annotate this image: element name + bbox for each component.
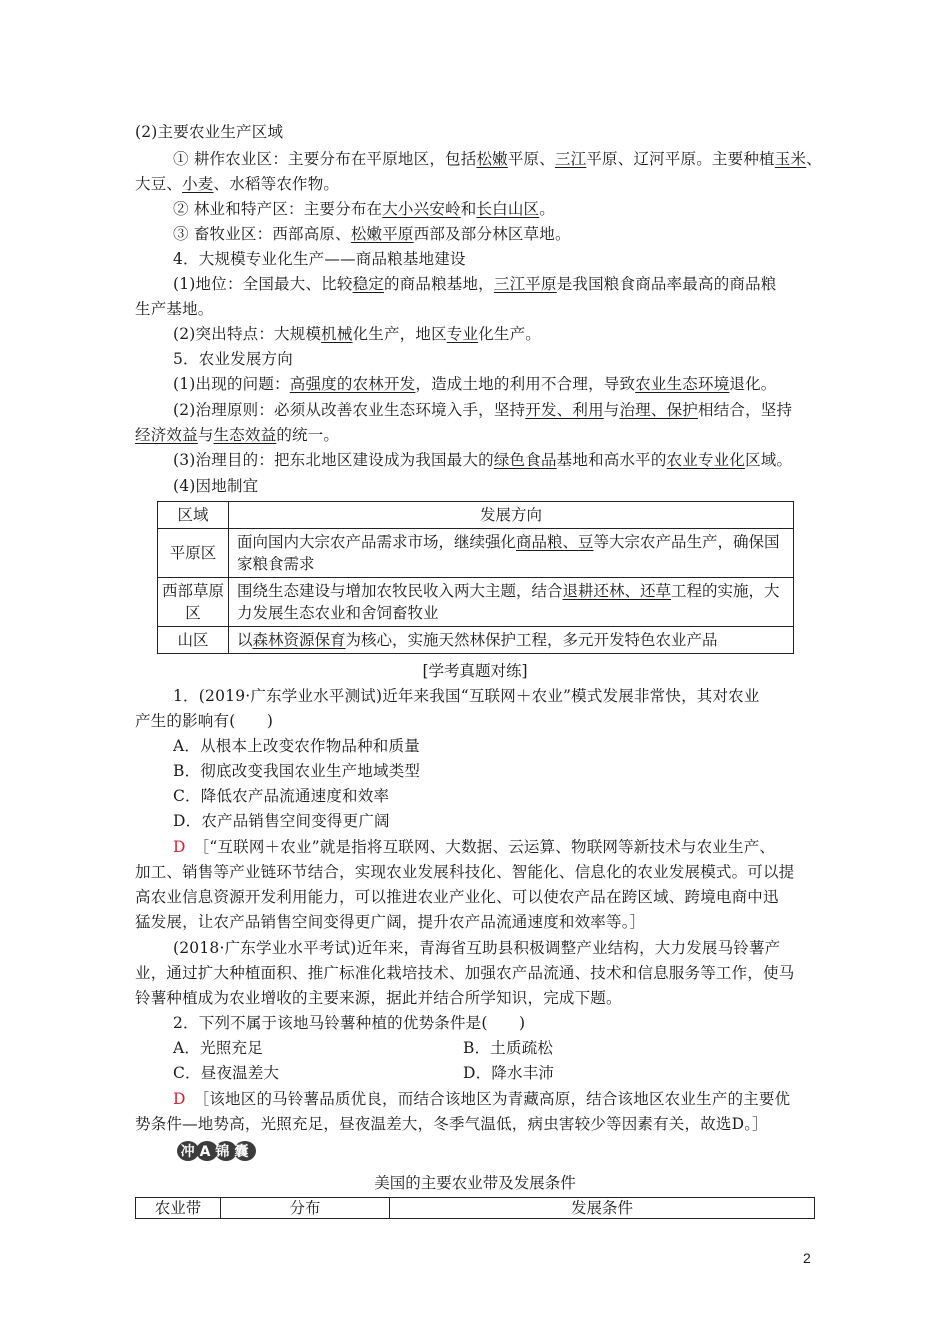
section-5-principle-line-1: (2)治理原则：必须从改善农业生态环境入手，坚持开发、利用与治理、保护相结合，坚持	[173, 401, 793, 419]
material-line-1: (2018·广东学业水平考试)近年来，青海省互助县积极调整产业结构，大力发展马铃薯产	[173, 939, 781, 957]
direction-cell: 以森林资源保育为核心，实施天然林保护工程，多元开发特色农业产品	[229, 627, 794, 654]
section-4-status-line: (1)地位：全国最大、比较稳定的商品粮基地，三江平原是我国粮食商品率最高的商品粮	[173, 275, 777, 293]
badge-text: 冲A锦囊	[180, 1144, 254, 1160]
question-2-option-c: C．昼夜温差大	[173, 1064, 280, 1082]
us-agriculture-table-title: 美国的主要农业带及发展条件	[374, 1174, 576, 1192]
question-2-explanation-1: D ［该地区的马铃薯品质优良，而结合该地区为青藏高原，结合该地区农业生产的主要优	[173, 1090, 791, 1108]
question-1-option-b: B．彻底改变我国农业生产地域类型	[173, 762, 421, 780]
table-header-row	[158, 502, 794, 529]
question-1-explanation-2: 加工、销售等产业链环节结合，实现农业发展科技化、智能化、信息化的农业发展模式。可以提	[135, 863, 795, 881]
direction-cell: 围绕生态建设与增加农牧民收入两大主题，结合退耕还林、还草工程的实施，大力发展生态农业和舍饲畜牧业	[229, 578, 794, 627]
forest-zone-line: ② 林业和特产区：主要分布在大小兴安岭和长白山区。	[173, 200, 555, 218]
section-5-principle-line-2: 经济效益与生态效益的统一。	[135, 426, 340, 444]
section-5-title: 5．农业发展方向	[173, 350, 293, 368]
header-conditions: 发展条件	[390, 1198, 815, 1219]
material-line-2: 业，通过扩大种植面积、推广标准化栽培技术、加强农产品流通、技术和信息服务等工作，使马	[135, 964, 795, 982]
farm-zone-line-1: ① 耕作农业区：主要分布在平原地区，包括松嫩平原、三江平原、辽河平原。主要种植玉米、	[173, 150, 822, 168]
region-cell: 山区	[158, 627, 229, 654]
question-1-stem-2: 产生的影响有( )	[135, 712, 274, 730]
question-1-option-a: A．从根本上改变农作物品种和质量	[173, 737, 420, 755]
question-1-stem-1: 1．(2019·广东学业水平测试)近年来我国“互联网＋农业”模式发展非常快，其对农业	[173, 687, 760, 705]
header-belt: 农业带	[136, 1198, 221, 1219]
region-cell: 西部草原区	[158, 578, 229, 627]
material-line-3: 铃薯种植成为农业增收的主要来源，据此并结合所学知识，完成下题。	[135, 989, 622, 1007]
table-row	[158, 529, 794, 578]
question-1-explanation-1: D ［“互联网＋农业”就是指将互联网、大数据、云运算、物联网等新技术与农业生产、	[173, 838, 776, 856]
question-1-explanation-3: 高农业信息资源开发利用能力，可以推进农业产业化、可以使农产品在跨区域、跨境电商中迅	[135, 888, 779, 906]
practice-caption: [学考真题对练]	[422, 662, 528, 680]
section-5-goal-line: (3)治理目的：把东北地区建设成为我国最大的绿色食品基地和高水平的农业专业化区域。	[173, 451, 793, 469]
question-1-answer: D	[173, 838, 186, 856]
question-2-stem: 2．下列不属于该地马铃薯种植的优势条件是( )	[173, 1014, 526, 1032]
question-1-option-d: D．农产品销售空间变得更广阔	[173, 812, 390, 830]
question-1-option-c: C．降低农产品流通速度和效率	[173, 787, 390, 805]
question-2-explanation-2: 势条件—地势高，光照充足，昼夜温差大，冬季气温低，病虫害较少等因素有关，故选D。］	[135, 1115, 768, 1133]
development-direction-table	[157, 501, 794, 654]
section-4-title: 4．大规模专业化生产——商品粮基地建设	[173, 250, 466, 268]
farm-zone-line-2: 大豆、小麦、水稻等农作物。	[135, 175, 340, 193]
table-row	[158, 627, 794, 654]
table-header-region: 区域	[158, 502, 229, 529]
region-cell: 平原区	[158, 529, 229, 578]
chong-a-badge	[176, 1140, 258, 1162]
section-4-features-line: (2)突出特点：大规模机械化生产，地区专业化生产。	[173, 325, 541, 343]
pasture-zone-line: ③ 畜牧业区：西部高原、松嫩平原西部及部分林区草地。	[173, 225, 571, 243]
section-2-title: (2)主要农业生产区域	[135, 123, 284, 141]
section-5-problems-line: (1)出现的问题：高强度的农林开发，造成土地的利用不合理，导致农业生态环境退化。	[173, 375, 777, 393]
question-2-option-d: D．降水丰沛	[463, 1064, 555, 1082]
section-5-local-line: (4)因地制宜	[173, 477, 259, 495]
question-1-explanation-4: 猛发展，让农产品销售空间变得更广阔，提升农产品流通速度和效率等。］	[135, 913, 646, 931]
us-agriculture-table	[135, 1197, 815, 1219]
section-4-status-line-2: 生产基地。	[135, 300, 214, 318]
table-row	[158, 578, 794, 627]
table-header-direction: 发展方向	[229, 502, 794, 529]
question-2-option-a: A．光照充足	[173, 1039, 263, 1057]
page-number: 2	[803, 1250, 811, 1266]
question-2-option-b: B．土质疏松	[463, 1039, 554, 1057]
question-2-answer: D	[173, 1090, 186, 1108]
header-distribution: 分布	[221, 1198, 390, 1219]
table-header-row	[136, 1198, 815, 1219]
direction-cell: 面向国内大宗农产品需求市场，继续强化商品粮、豆等大宗农产品生产，确保国家粮食需求	[229, 529, 794, 578]
